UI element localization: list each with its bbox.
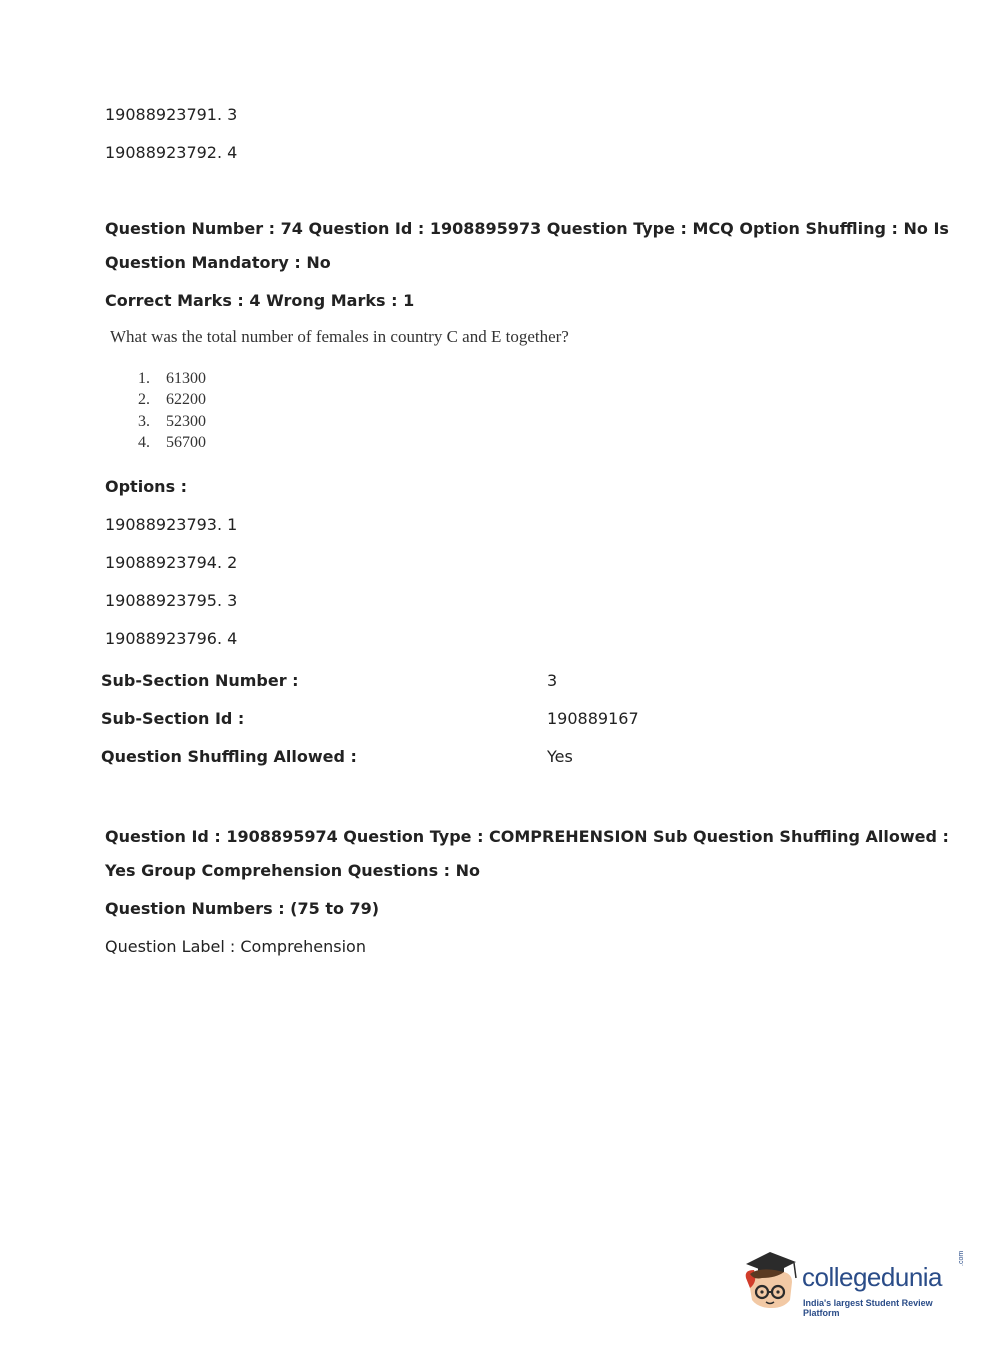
choice-item [138,370,206,388]
choice-number: 3. [138,413,150,430]
marks-line: Correct Marks : 4 Wrong Marks : 1 [105,291,415,310]
option-line: 19088923796. 4 [105,629,238,648]
subsection-id-value: 190889167 [547,709,639,728]
question-numbers: Question Numbers : (75 to 79) [105,899,380,918]
choice-number: 4. [138,434,150,451]
choice-value: 52300 [166,413,206,430]
question-text: What was the total number of females in country C and E together? [110,327,569,346]
shuffle-label: Question Shuffling Allowed : [101,747,357,766]
subsection-id-label: Sub-Section Id : [101,709,245,728]
logo-tagline: India's largest Student Review Platform [803,1298,933,1318]
option-line: 19088923795. 3 [105,591,238,610]
choice-value: 62200 [166,391,206,408]
question-label: Question Label : Comprehension [105,937,366,956]
choice-item [138,391,206,409]
logo-dotcom: .com [958,1250,965,1266]
comprehension-header-cont: Yes Group Comprehension Questions : No [105,861,481,880]
question-header: Question Number : 74 Question Id : 1908895973 Question Type : MCQ Option Shuffling : No Is [105,219,949,238]
choice-number: 2. [138,391,150,408]
choice-item [138,434,206,452]
shuffle-value: Yes [547,747,573,766]
mascot-icon [740,1248,802,1314]
choice-value: 61300 [166,370,206,387]
choice-value: 56700 [166,434,206,451]
question-image [104,322,624,462]
subsection-number-label: Sub-Section Number : [101,671,299,690]
choice-number: 1. [138,370,150,387]
subsection-number-value: 3 [547,671,558,690]
options-label: Options : [105,477,188,496]
comprehension-header: Question Id : 1908895974 Question Type : COMPREHENSION Sub Question Shuffling Allowed : [105,827,949,846]
option-line: 19088923793. 1 [105,515,238,534]
option-line: 19088923791. 3 [105,105,238,124]
choice-item [138,413,206,431]
option-line: 19088923792. 4 [105,143,238,162]
logo-wordmark: collegedunia [802,1262,943,1292]
option-line: 19088923794. 2 [105,553,238,572]
question-header-cont: Question Mandatory : No [105,253,331,272]
collegedunia-logo [740,1248,970,1318]
